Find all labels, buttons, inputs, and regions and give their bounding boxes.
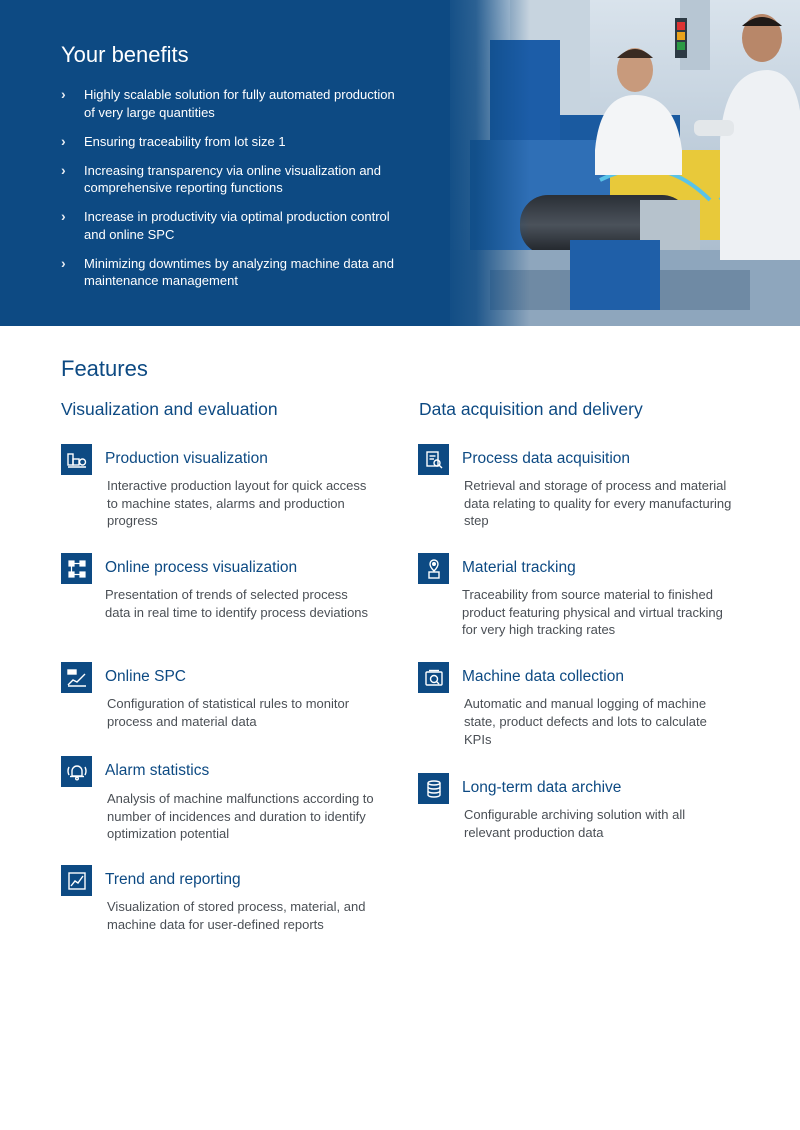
production-layout-icon [61,444,92,475]
alarm-bell-icon [61,756,92,787]
features-title: Features [61,356,148,381]
chevron-right-icon: › [61,254,66,271]
feature-title: Long-term data archive [462,779,622,796]
benefit-item: › Increase in productivity via optimal production control and online SPC [61,208,390,242]
feature-title: Alarm statistics [105,762,210,779]
trend-report-icon [61,865,92,896]
chevron-right-icon: › [61,86,66,102]
database-archive-icon [418,773,449,804]
feature-description: Configurable archiving solution with all relevant production data [464,807,686,840]
location-tracking-icon [418,553,449,584]
process-flow-icon [61,553,92,584]
feature-description: Presentation of trends of selected process data in real time to identify process deviations [105,587,369,620]
chevron-right-icon: › [61,208,66,224]
machine-data-icon [418,662,449,693]
feature-title: Material tracking [462,559,576,576]
banner-fade [440,0,530,326]
feature-description: Analysis of machine malfunctions according to number of incidences and duration to identify optimization potential [107,791,374,841]
benefit-item: › Ensuring traceability from lot size 1 [61,132,286,149]
chevron-right-icon: › [61,132,66,149]
feature-title: Online process visualization [105,559,298,576]
benefits-banner [0,0,800,326]
feature-title: Online SPC [105,668,186,685]
benefit-item: › Minimizing downtimes by analyzing machine data and maintenance management [61,254,394,288]
feature-description: Retrieval and storage of process and material data relating to quality for every manufacturing step [464,478,732,528]
benefit-item: › Highly scalable solution for fully automated production of very large quantities [61,86,395,120]
spc-chart-icon [61,662,92,693]
visualization-column-title: Visualization and evaluation [61,399,278,419]
feature-description: Interactive production layout for quick access to machine states, alarms and production progress [107,478,367,528]
feature-title: Process data acquisition [462,450,631,467]
data-acquisition-column-title: Data acquisition and delivery [419,399,643,419]
feature-description: Visualization of stored process, material, and machine data for user-defined reports [107,899,366,932]
feature-title: Machine data collection [462,668,624,685]
feature-title: Production visualization [105,450,268,467]
document-search-icon [418,444,449,475]
feature-description: Configuration of statistical rules to monitor process and material data [107,696,350,729]
benefits-title: Your benefits [61,42,189,67]
chevron-right-icon: › [61,161,66,178]
benefit-item: › Increasing transparency via online visualization and comprehensive reporting functions [61,161,382,195]
benefits-list [61,86,406,301]
feature-description: Traceability from source material to finished product featuring physical and virtual tracking for very high tracking rates [462,587,723,637]
feature-description: Automatic and manual logging of machine state, product defects and lots to calculate KPIs [464,696,707,747]
feature-title: Trend and reporting [105,871,241,888]
